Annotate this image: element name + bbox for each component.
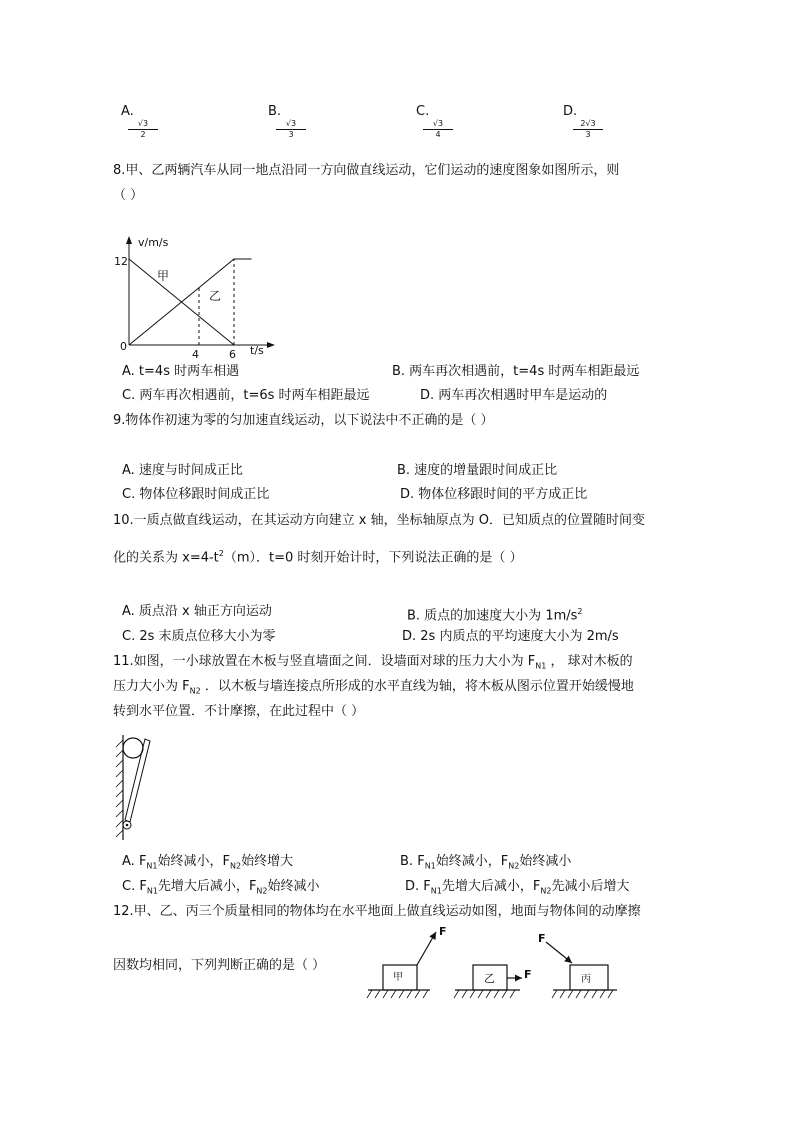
q8-origin-label: 0 bbox=[120, 340, 127, 353]
q12-force-arrow-jia bbox=[417, 932, 436, 965]
q11-stem-line3: 转到水平位置．不计摩擦，在此过程中（ ） bbox=[113, 704, 365, 719]
q10-option-d: D. 2s 内质点的平均速度大小为 2m/s bbox=[402, 629, 619, 644]
q12-force-label-yi: F bbox=[524, 968, 532, 981]
q10-option-b: B. 质点的加速度大小为 $1m/s^2$ bbox=[407, 607, 583, 624]
q9-option-c: C. 物体位移跟时间成正比 bbox=[122, 487, 270, 502]
q8-label-jia: 甲 bbox=[157, 269, 170, 283]
q8-y-tick-12: 12 bbox=[114, 255, 128, 268]
q7-option-d-label: D. bbox=[563, 104, 578, 119]
q7-option-a-label: A. bbox=[121, 104, 134, 119]
q10-stem-line2: 化的关系为 $x=4-t^2(m)$．t=0 时刻开始计时，下列说法正确的是（ ） bbox=[113, 549, 523, 566]
q12-label-yi: 乙 bbox=[484, 972, 495, 985]
q12-label-bing: 丙 bbox=[581, 974, 591, 985]
q7-option-b-label: B. bbox=[268, 104, 282, 119]
q8-option-a: A. t=4s 时两车相遇 bbox=[122, 364, 240, 379]
q12-stem-line2: 因数均相同，下列判断正确的是（ ） bbox=[113, 958, 326, 973]
q12-force-arrow-bing bbox=[546, 942, 572, 963]
q8-option-c: C. 两车再次相遇前，t=6s 时两车相距最远 bbox=[122, 388, 370, 403]
q7-option-b-fraction: $\frac{√3}{3}$ bbox=[276, 119, 306, 140]
q9-option-d: D. 物体位移跟时间的平方成正比 bbox=[400, 487, 588, 502]
q12-label-jia: 甲 bbox=[393, 972, 403, 983]
q8-x-tick-6: 6 bbox=[229, 348, 236, 361]
q7-option-c-fraction: $\frac{√3}{4}$ bbox=[423, 119, 453, 140]
q8-stem-line1: 8.甲、乙两辆汽车从同一地点沿同一方向做直线运动，它们运动的速度图象如图所示，则 bbox=[113, 163, 620, 178]
q8-option-b: B. 两车再次相遇前，t=4s 时两车相距最远 bbox=[392, 364, 640, 379]
q8-label-yi: 乙 bbox=[209, 289, 222, 303]
q10-option-c: C. 2s 末质点位移大小为零 bbox=[122, 629, 276, 644]
q12-stem-line1: 12.甲、乙、丙三个质量相同的物体均在水平地面上做直线运动如图，地面与物体间的动摩擦 bbox=[113, 904, 641, 919]
q7-option-c-label: C. bbox=[416, 104, 430, 119]
q10-option-a: A. 质点沿 x 轴正方向运动 bbox=[122, 604, 272, 619]
q11-option-a: A. $F_{N1}$始终减小，$F_{N2}$始终增大 bbox=[122, 854, 294, 871]
q11-option-b: B. $F_{N1}$始终减小，$F_{N2}$始终减小 bbox=[400, 854, 572, 871]
q11-option-c: C. $F_{N1}$先增大后减小，$F_{N2}$始终减小 bbox=[122, 879, 320, 896]
q9-option-a: A. 速度与时间成正比 bbox=[122, 463, 243, 478]
q11-stem-line2: 压力大小为 $F_{N2}$ ．以木板与墙连接点所形成的水平直线为轴，将木板从图示位置开始缓慢地 bbox=[113, 679, 634, 696]
q8-x-axis-label: t/s bbox=[250, 344, 264, 357]
q8-y-axis-label: v/m/s bbox=[138, 236, 169, 249]
q11-stem-line1: 11.如图，一小球放置在木板与竖直墙面之间．设墙面对球的压力大小为 $F_{N1}$ ， 球对木板的 bbox=[113, 654, 633, 671]
q8-x-tick-4: 4 bbox=[192, 348, 199, 361]
q8-option-d: D. 两车再次相遇时甲车是运动的 bbox=[420, 388, 608, 403]
q10-stem-line1: 10.一质点做直线运动，在其运动方向建立 x 轴，坐标轴原点为 O．已知质点的位置随时间变 bbox=[113, 513, 645, 528]
q12-block-jia-group bbox=[367, 932, 436, 998]
q7-option-d-fraction: $\frac{2√3}{3}$ bbox=[573, 119, 603, 140]
q12-force-label-jia: F bbox=[439, 925, 447, 938]
q7-option-a-fraction: $\frac{√3}{2}$ bbox=[128, 119, 158, 140]
q9-option-b: B. 速度的增量跟时间成正比 bbox=[397, 463, 558, 478]
q8-stem-line2: （ ） bbox=[113, 188, 144, 203]
q9-stem: 9.物体作初速为零的匀加速直线运动，以下说法中不正确的是（ ） bbox=[113, 413, 494, 428]
q11-option-d: D. $F_{N1}$先增大后减小，$F_{N2}$先减小后增大 bbox=[405, 879, 630, 896]
q12-force-label-bing: F bbox=[538, 932, 546, 945]
